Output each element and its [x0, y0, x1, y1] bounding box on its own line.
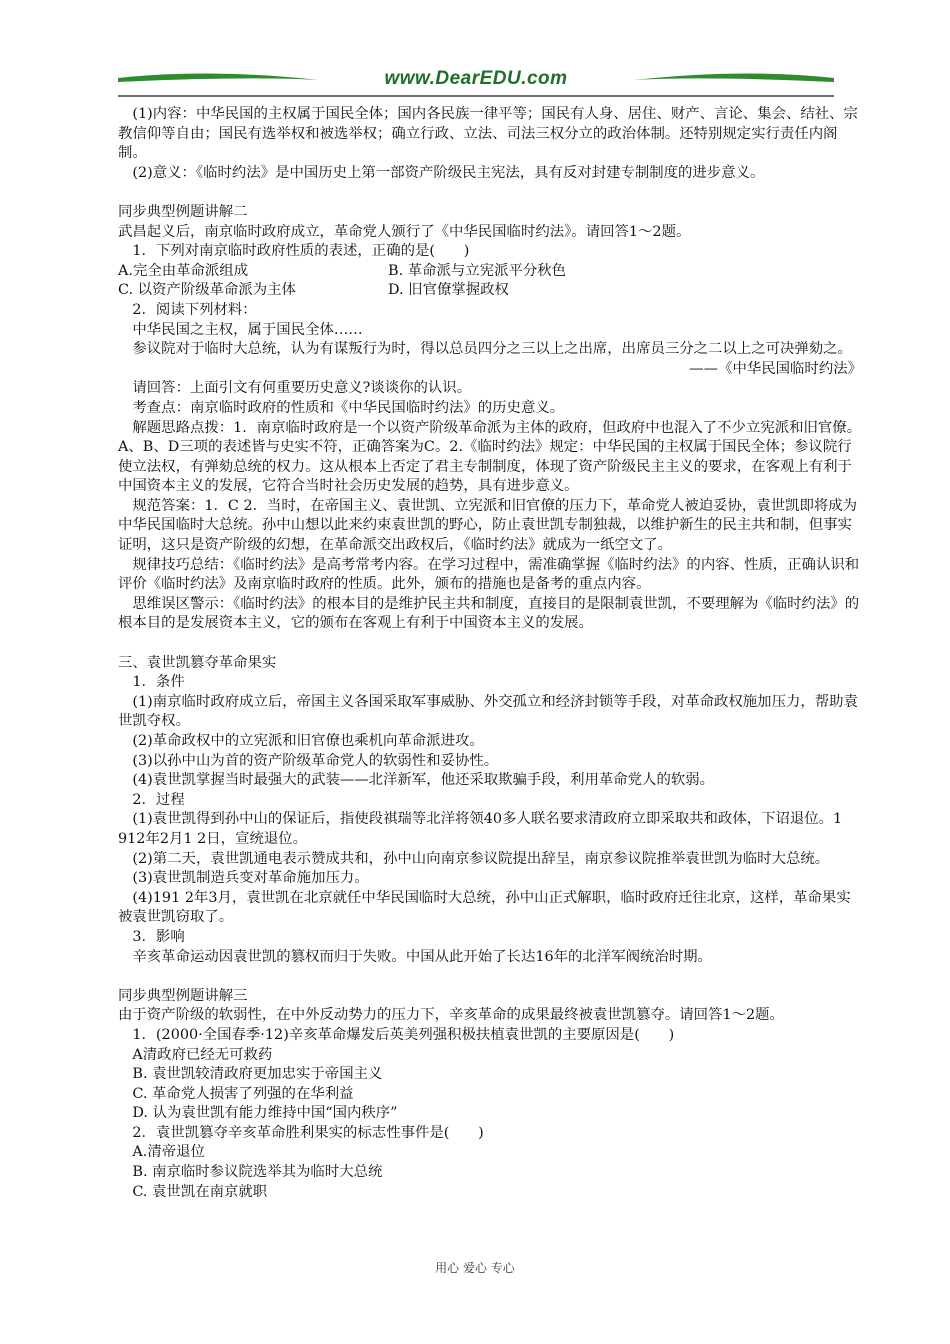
example2-q1-options-row1 — [118, 262, 862, 282]
example2-q1-options-row2 — [118, 281, 862, 301]
example2-intro: 武昌起义后，南京临时政府成立，革命党人颁行了《中华民国临时约法》。请回答1～2题。 — [118, 223, 691, 240]
example2-ask: 请回答：上面引文有何重要历史意义?谈谈你的认识。 — [132, 380, 472, 397]
section3-impact-title: 3．影响 — [132, 928, 185, 945]
example2-material2: 参议院对于临时大总统，认为有谋叛行为时，得以总员四分之三以上之出席，出席员三分之二以上之可决弹劾之。 — [132, 341, 852, 358]
example3-intro: 由于资产阶级的软弱性，在中外反动势力的压力下，辛亥革命的成果最终被袁世凯篡夺。请回答1～2题。 — [118, 1007, 784, 1024]
example2-answer: 规范答案：1．C 2．当时，在帝国主义、袁世凯、立宪派和旧官僚的压力下，革命党人被迫妥协，袁世凯即将成为中华民国临时大总统。孙中山想以此来约束袁世凯的野心，防止袁世凯专制独裁，以维护新生的民主共和制，但事实证明，这只是资产阶级的幻想，在革命派交出政权后，《临时约法》就成为一纸空文了。 — [118, 497, 858, 554]
section3-condition2: (2)革命政权中的立宪派和旧官僚也乘机向革命派进攻。 — [132, 733, 484, 749]
option-d: D. 旧官僚掌握政权 — [388, 282, 509, 299]
example3-title: 同步典型例题讲解三 — [118, 987, 248, 1004]
section3-process4: (4)191 2年3月，袁世凯在北京就任中华民国临时大总统，孙中山正式解职，临时政府迁往北京，这样，革命果实被袁世凯窃取了。 — [118, 889, 851, 926]
example2-analysis: 解题思路点拨：1．南京临时政府是一个以资产阶级革命派为主体的政府，但政府中也混入了不少立宪派和旧官僚。A、B、D三项的表述皆与史实不符，正确答案为C。2.《临时约法》规定：中华民国的主权属于国民全体；参议院行使立法权，有弹劾总统的权力。这从根本上否定了君主专制制度，体现了资产阶级民主主义的要求，在客观上有利于中国资本主义的发展，它符合当时社会历史发展的趋势，具有进步意义。 — [118, 419, 862, 495]
section3-process2: (2)第二天，袁世凯通电表示赞成共和，孙中山向南京参议院提出辞呈，南京参议院推举袁世凯为临时大总统。 — [132, 850, 830, 867]
section3-title: 三、袁世凯篡夺革命果实 — [118, 654, 277, 671]
section3-process1: (1)袁世凯得到孙中山的保证后，指使段祺瑞等北洋将领40多人联名要求清政府立即采取共和政体，下诏退位。1 912年2月1 2日，宣统退位。 — [118, 811, 843, 847]
example2-material1: 中华民国之主权，属于国民全体…… — [132, 321, 363, 338]
site-logo-text[interactable]: www.DearEDU.com — [384, 68, 568, 89]
example2-skill-summary: 规律技巧总结：《临时约法》是高考常考内容。在学习过程中，需准确掌握《临时约法》的内容、性质，正确认识和评价《临时约法》及南京临时政府的性质。此外，颁布的措施也是备考的重点内容。 — [118, 556, 860, 593]
option-b: B. 南京临时参议院选举其为临时大总统 — [132, 1164, 383, 1181]
example2-question1: 1．下列对南京临时政府性质的表述，正确的是( ) — [132, 243, 470, 260]
option-b: B. 袁世凯较清政府更加忠实于帝国主义 — [132, 1066, 383, 1083]
example2-warning: 思维误区警示：《临时约法》的根本目的是维护民主共和制度，直接目的是限制袁世凯，不要理解为《临时约法》的根本目的是发展资本主义，它的颁布在客观上有利于中国资本主义的发展。 — [118, 595, 860, 632]
option-a: A.完全由革命派组成 — [118, 262, 249, 279]
option-c: C. 革命党人损害了列强的在华利益 — [132, 1085, 354, 1102]
example3-question2: 2．袁世凯篡夺辛亥革命胜利果实的标志性事件是( ) — [132, 1124, 484, 1141]
section3-condition3: (3)以孙中山为首的资产阶级革命党人的软弱性和妥协性。 — [132, 752, 499, 769]
option-c: C. 袁世凯在南京就职 — [132, 1183, 268, 1200]
example2-exam-point: 考查点：南京临时政府的性质和《中华民国临时约法》的历史意义。 — [132, 399, 565, 416]
section3-impact1: 辛亥革命运动因袁世凯的篡权而归于失败。中国从此开始了长达16年的北洋军阀统治时期。 — [132, 948, 712, 965]
option-a: A清政府已经无可救药 — [132, 1046, 273, 1063]
example2-question2: 2．阅读下列材料： — [132, 301, 257, 318]
site-header-banner — [118, 66, 834, 102]
section3-condition1: (1)南京临时政府成立后，帝国主义各国采取军事威胁、外交孤立和经济封锁等手段，对革命政权施加压力，帮助袁世凯夺权。 — [118, 693, 858, 730]
page-footer: 用心 爱心 专心 — [435, 1261, 515, 1275]
section3-conditions-title: 1．条件 — [132, 674, 185, 691]
option-a: A.清帝退位 — [132, 1144, 205, 1161]
example2-title: 同步典型例题讲解二 — [118, 203, 248, 220]
option-c: C. 以资产阶级革命派为主体 — [118, 282, 296, 299]
example3-question1: 1．(2000·全国春季·12)辛亥革命爆发后英美列强积极扶植袁世凯的主要原因是( ) — [132, 1026, 675, 1043]
section3-process-title: 2．过程 — [132, 791, 185, 808]
section1-content-paragraph: (1)内容：中华民国的主权属于国民全体；国内各民族一律平等；国民有人身、居住、财产、言论、集会、结社、宗教信仰等自由；国民有选举权和被选举权；确立行政、立法、司法三权分立的政治体制。还特别规定实行责任内阁制。 — [118, 106, 858, 162]
example2-source: ——《中华民国临时约法》 — [689, 360, 862, 377]
section1-significance-paragraph: (2)意义：《临时约法》是中国历史上第一部资产阶级民主宪法，具有反对封建专制制度的进步意义。 — [132, 164, 765, 181]
option-d: D. 认为袁世凯有能力维持中国“国内秩序” — [132, 1105, 398, 1122]
section3-condition4: (4)袁世凯掌握当时最强大的武装——北洋新军，他还采取欺骗手段，利用革命党人的软弱。 — [132, 772, 715, 789]
option-b: B. 革命派与立宪派平分秋色 — [388, 262, 567, 279]
section3-process3: (3)袁世凯制造兵变对革命施加压力。 — [132, 870, 369, 887]
document-body — [118, 105, 862, 1202]
